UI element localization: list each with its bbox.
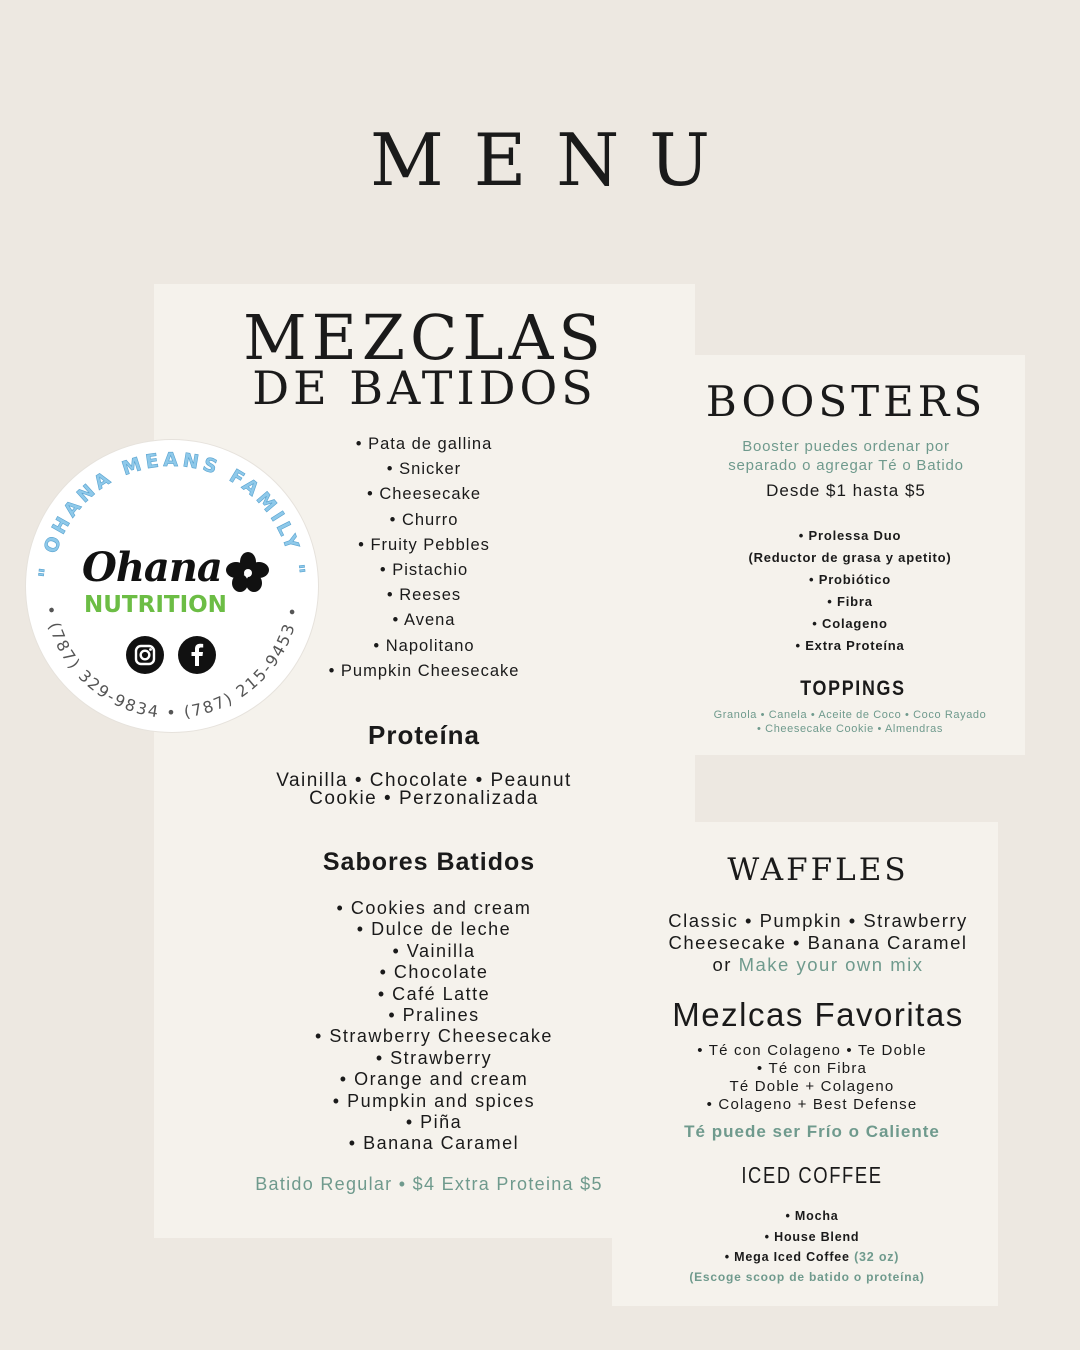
boosters-note-line: separado o agregar Té o Batido [728, 457, 964, 474]
toppings-line: • Cheesecake Cookie • Almendras [757, 723, 943, 735]
list-item: • Avena [392, 611, 456, 630]
iced-coffee-title: ICED COFFEE [741, 1162, 883, 1188]
proteina-title: Proteína [367, 720, 481, 750]
favoritas-line: Té Doble + Colageno [729, 1078, 895, 1095]
mezclas-subtitle: DE BATIDOS [252, 361, 597, 415]
favoritas-line: • Té con Colageno • Te Doble [697, 1042, 927, 1059]
list-item: • Probiótico [808, 572, 892, 587]
mega-iced-coffee: • Mega Iced Coffee [724, 1250, 850, 1264]
list-item: • Fruity Pebbles [358, 535, 490, 554]
list-item: • Dulce de leche [356, 919, 512, 940]
waffles-line: Cheesecake • Banana Caramel [668, 932, 968, 953]
list-item: • Extra Proteína [795, 638, 905, 653]
list-item: • Pistachio [379, 561, 469, 580]
list-item: • Banana Caramel [348, 1133, 520, 1154]
waffles-title: WAFFLES [727, 852, 909, 888]
instagram-icon[interactable] [126, 636, 164, 674]
logo-wordmark: NUTRITION [84, 592, 227, 618]
badge-phones: • (787) 329-9834 • (787) 215-9453 • [40, 603, 304, 722]
boosters-list [695, 525, 1005, 657]
list-item: • Mocha [785, 1209, 839, 1223]
toppings-list [685, 708, 1015, 736]
list-item: • Cheesecake [366, 485, 482, 504]
hibiscus-icon [226, 552, 270, 592]
boosters-title: BOOSTERS [705, 377, 987, 426]
list-item: • Piña [405, 1112, 463, 1133]
list-item: • Café Latte [377, 983, 491, 1004]
list-item: • Chocolate [379, 962, 489, 983]
proteina-line: Cookie • Perzonalizada [309, 788, 539, 809]
list-item: • Vainilla [392, 940, 476, 961]
list-item [612, 1247, 1012, 1268]
favoritas-line: • Té con Fibra [756, 1060, 868, 1077]
mega-size: (32 oz) [854, 1250, 900, 1264]
list-item: • Churro [389, 510, 459, 529]
list-item: • Snicker [386, 460, 462, 479]
logo-script: Ohana [82, 544, 222, 591]
list-item: • Pata de gallina [355, 435, 493, 453]
list-item: • Pumpkin Cheesecake [328, 661, 520, 680]
sabores-title: Sabores Batidos [322, 848, 536, 876]
list-item: • Napolitano [373, 636, 475, 655]
svg-text:• (787) 329-9834 • (787) 215-9 [41, 604, 303, 722]
iced-coffee-list [612, 1206, 1012, 1268]
waffles-line [612, 954, 1024, 976]
favoritas-list [612, 1042, 1012, 1114]
mezclas-title: MEZCLAS [243, 301, 606, 374]
list-item: (Reductor de grasa y apetito) [748, 550, 952, 565]
list-item: • Fibra [827, 594, 873, 609]
boosters-price: Desde $1 hasta $5 [766, 481, 926, 500]
list-item: • Colageno [812, 616, 888, 631]
favoritas-title: Mezlcas Favoritas [672, 996, 964, 1033]
proteina-line: Vainilla • Chocolate • Peaunut [276, 770, 572, 791]
facebook-icon[interactable] [178, 636, 216, 674]
waffles-line: Classic • Pumpkin • Strawberry [668, 910, 968, 931]
waffles-options [612, 910, 1024, 976]
boosters-note-line: Booster puedes ordenar por [742, 438, 950, 455]
iced-coffee-note: (Escoge scoop de batido o proteína) [689, 1270, 925, 1284]
list-item: • Pumpkin and spices [332, 1090, 536, 1111]
proteina-options [214, 772, 634, 808]
menu-title: MENU [370, 118, 740, 202]
toppings-title: TOPPINGS [800, 677, 906, 700]
ohana-badge [26, 440, 318, 732]
list-item: • Cookies and cream [336, 898, 532, 918]
waffles-or: or [712, 954, 739, 975]
sabores-list [234, 898, 634, 1155]
list-item: • Prolessa Duo [798, 528, 902, 543]
batido-price: Batido Regular • $4 Extra Proteina $5 [255, 1174, 603, 1194]
list-item: • House Blend [764, 1229, 860, 1244]
badge-ring-text: " OHANA MEANS FAMILY " [35, 448, 309, 580]
list-item: • Strawberry Cheesecake [315, 1026, 553, 1047]
list-item: • Orange and cream [339, 1069, 529, 1090]
toppings-line: Granola • Canela • Aceite de Coco • Coco Rayado [713, 709, 987, 721]
list-item: • Pralines [388, 1005, 480, 1026]
list-item: • Strawberry [375, 1047, 493, 1068]
waffles-panel [612, 822, 998, 1306]
boosters-note [695, 437, 997, 475]
boosters-panel [695, 355, 1025, 755]
waffles-custom: Make your own mix [738, 954, 924, 975]
favoritas-line: • Colageno + Best Defense [706, 1096, 918, 1113]
favoritas-note: Té puede ser Frío o Caliente [684, 1122, 940, 1141]
list-item: • Reeses [386, 586, 462, 605]
